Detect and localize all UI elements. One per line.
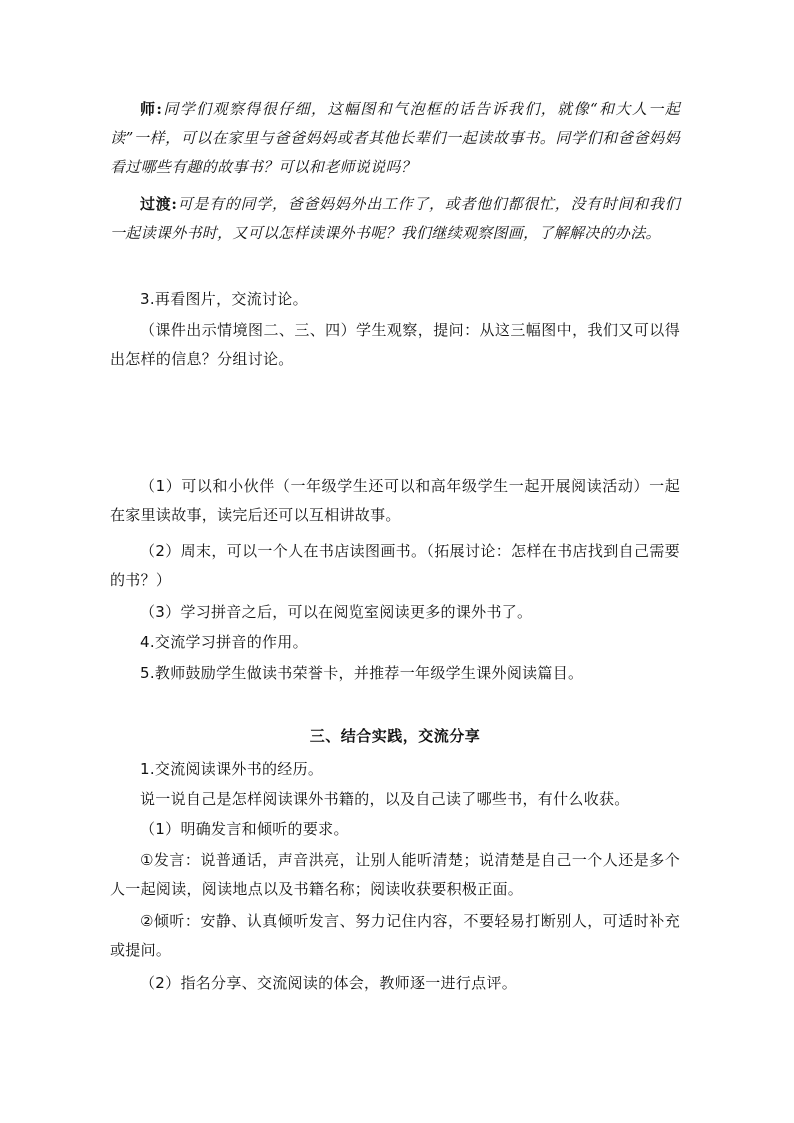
requirements-paragraph: （1）明确发言和倾听的要求。 <box>140 820 349 838</box>
point-1-paragraph: （1）可以和小伙伴（一年级学生还可以和高年级学生一起开展阅读活动）一起在家里读故事，读完后还可以互相讲故事。 <box>110 477 680 524</box>
step-4-paragraph: 4.交流学习拼音的作用。 <box>140 633 308 651</box>
point-2-paragraph: （2）周末，可以一个人在书店读图画书。（拓展讨论：怎样在书店找到自己需要的书？） <box>110 542 680 589</box>
transition-paragraph <box>110 190 680 248</box>
step-5-paragraph: 5.教师鼓励学生做读书荣誉卡，并推荐一年级学生课外阅读篇目。 <box>140 664 584 682</box>
teacher-speech-text: 同学们观察得很仔细，这幅图和气泡框的话告诉我们，就像“和大人一起读”一样，可以在家里与爸爸妈妈或者其他长辈们一起读故事书。同学们和爸爸妈妈看过哪些有趣的故事书？可以和老师说说吗？ <box>110 100 680 176</box>
courseware-paragraph: （课件出示情境图二、三、四）学生观察，提问：从这三幅图中，我们又可以得出怎样的信息？分组讨论。 <box>110 321 680 368</box>
section-heading: 三、结合实践，交流分享 <box>309 727 481 745</box>
share-intro-paragraph: 说一说自己是怎样阅读课外书籍的，以及自己读了哪些书，有什么收获。 <box>140 790 630 808</box>
transition-text: 可是有的同学，爸爸妈妈外出工作了，或者他们都很忙，没有时间和我们一起读课外书时，又可以怎样读课外书呢？我们继续观察图画，了解解决的办法。 <box>110 195 681 242</box>
point-3-paragraph: （3）学习拼音之后，可以在阅览室阅读更多的课外书了。 <box>140 603 533 621</box>
share-feedback-paragraph: （2）指名分享、交流阅读的体会，教师逐一进行点评。 <box>140 974 518 992</box>
speaker-label-teacher: 师: <box>140 100 163 118</box>
listening-rules-paragraph: ②倾听：安静、认真倾听发言、努力记住内容，不要轻易打断别人，可适时补充或提问。 <box>110 912 680 959</box>
teacher-speech-paragraph <box>110 95 680 182</box>
transition-label: 过渡: <box>140 195 178 213</box>
speaking-rules-paragraph: ①发言：说普通话，声音洪亮，让别人能听清楚；说清楚是自己一个人还是多个人一起阅读，阅读地点以及书籍名称；阅读收获要积极正面。 <box>110 851 680 898</box>
step-3-paragraph: 3.再看图片，交流讨论。 <box>140 290 308 308</box>
item-1-paragraph: 1.交流阅读课外书的经历。 <box>140 760 324 778</box>
